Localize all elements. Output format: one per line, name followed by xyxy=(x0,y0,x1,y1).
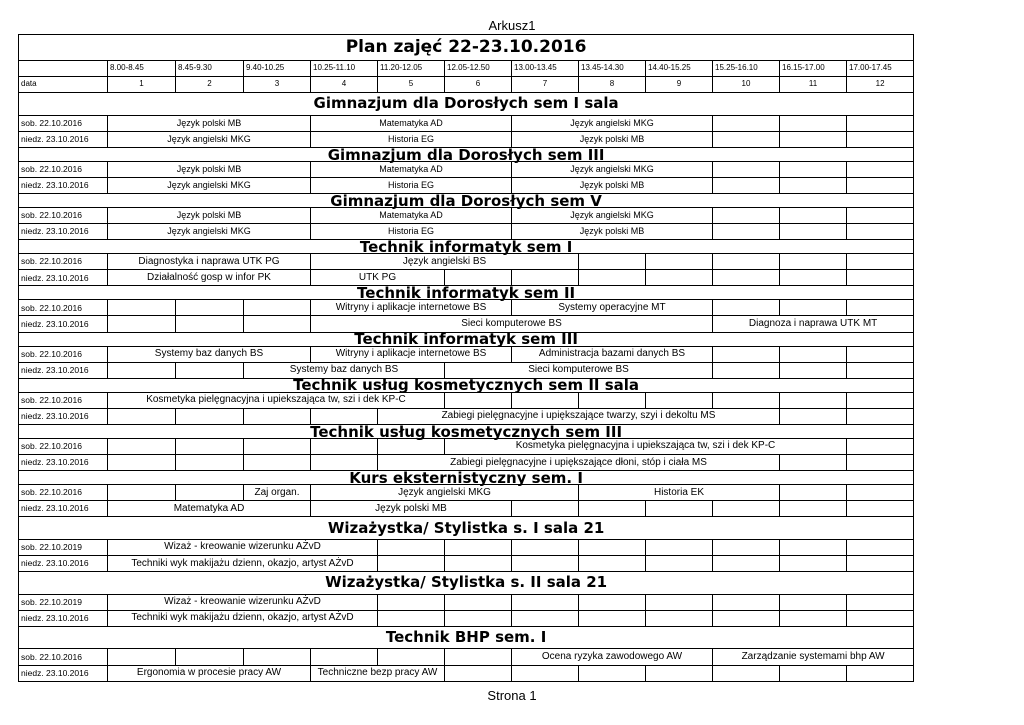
page-title: Plan zajęć 22-23.10.2016 xyxy=(19,35,914,61)
empty-cell xyxy=(646,501,713,517)
empty-cell xyxy=(780,392,847,408)
day-cell: niedz. 23.10.2016 xyxy=(19,316,108,332)
empty-cell xyxy=(244,438,311,454)
section-title: Technik informatyk sem I xyxy=(19,240,914,254)
empty-cell xyxy=(445,594,512,610)
empty-cell xyxy=(847,254,914,270)
class-cell: Zaj organ. xyxy=(244,485,311,501)
day-cell: sob. 22.10.2016 xyxy=(19,115,108,131)
empty-cell xyxy=(378,555,445,571)
empty-cell xyxy=(646,254,713,270)
day-cell: niedz. 23.10.2016 xyxy=(19,501,108,517)
empty-cell xyxy=(378,610,445,626)
schedule-row xyxy=(19,665,914,681)
day-cell: niedz. 23.10.2016 xyxy=(19,224,108,240)
empty-cell xyxy=(780,454,847,470)
class-cell: Historia EG xyxy=(311,131,512,147)
empty-cell xyxy=(713,610,780,626)
schedule-row xyxy=(19,485,914,501)
class-cell: Ocena ryzyka zawodowego AW xyxy=(512,649,713,665)
empty-cell xyxy=(176,454,244,470)
lesson-number: 4 xyxy=(311,76,378,92)
empty-cell xyxy=(579,594,646,610)
empty-cell xyxy=(847,539,914,555)
class-cell: Kosmetyka pielęgnacyjna i upiekszająca tw, szi i dek KP-C xyxy=(108,392,445,408)
empty-cell xyxy=(780,346,847,362)
class-cell: Język polski MB xyxy=(512,224,713,240)
schedule-row xyxy=(19,161,914,177)
section-header xyxy=(19,193,914,207)
empty-cell xyxy=(847,131,914,147)
schedule-row xyxy=(19,649,914,665)
section-title: Technik usług kosmetycznych sem II sala xyxy=(19,378,914,392)
empty-cell xyxy=(445,539,512,555)
schedule-row xyxy=(19,539,914,555)
empty-cell xyxy=(512,665,579,681)
section-title: Technik BHP sem. I xyxy=(19,626,914,649)
class-cell: Sieci komputerowe BS xyxy=(311,316,713,332)
empty-cell xyxy=(780,270,847,286)
class-cell: Wizaż - kreowanie wizerunku AŻvD xyxy=(108,539,378,555)
empty-cell xyxy=(512,555,579,571)
empty-cell xyxy=(108,316,176,332)
class-cell: Język angielski BS xyxy=(311,254,579,270)
empty-cell xyxy=(646,610,713,626)
empty-cell xyxy=(176,649,244,665)
lesson-number: 8 xyxy=(579,76,646,92)
empty-cell xyxy=(108,485,176,501)
empty-cell xyxy=(847,270,914,286)
empty-cell xyxy=(512,610,579,626)
empty-cell xyxy=(713,177,780,193)
empty-cell xyxy=(579,555,646,571)
class-cell: Kosmetyka pielęgnacyjna i upiekszająca tw, szi i dek KP-C xyxy=(445,438,847,454)
time-slot: 17.00-17.45 xyxy=(847,60,914,76)
empty-cell xyxy=(780,594,847,610)
class-cell: Język polski MB xyxy=(512,131,713,147)
time-slot: 12.05-12.50 xyxy=(445,60,512,76)
empty-cell xyxy=(579,610,646,626)
time-slot: 8.00-8.45 xyxy=(108,60,176,76)
empty-cell xyxy=(847,346,914,362)
section-header xyxy=(19,378,914,392)
schedule-table xyxy=(18,34,914,682)
empty-cell xyxy=(646,539,713,555)
time-slot: 11.20-12.05 xyxy=(378,60,445,76)
empty-cell xyxy=(847,408,914,424)
times-corner xyxy=(19,60,108,76)
class-cell: UTK PG xyxy=(311,270,445,286)
empty-cell xyxy=(378,649,445,665)
day-cell: niedz. 23.10.2016 xyxy=(19,270,108,286)
schedule-row xyxy=(19,131,914,147)
empty-cell xyxy=(176,408,244,424)
lesson-number: 1 xyxy=(108,76,176,92)
empty-cell xyxy=(646,594,713,610)
empty-cell xyxy=(244,454,311,470)
lesson-number: 5 xyxy=(378,76,445,92)
empty-cell xyxy=(847,115,914,131)
section-header xyxy=(19,147,914,161)
class-cell: Zabiegi pielęgnacyjne i upiększające twarzy, szyi i dekoltu MS xyxy=(378,408,780,424)
class-cell: Techniki wyk makijażu dzienn, okazjo, artyst AŻvD xyxy=(108,555,378,571)
schedule-row xyxy=(19,300,914,316)
time-slot: 14.40-15.25 xyxy=(646,60,713,76)
empty-cell xyxy=(176,362,244,378)
section-title: Gimnazjum dla Dorosłych sem V xyxy=(19,193,914,207)
class-cell: Język angielski MKG xyxy=(108,177,311,193)
empty-cell xyxy=(780,501,847,517)
empty-cell xyxy=(780,408,847,424)
empty-cell xyxy=(847,555,914,571)
section-title: Gimnazjum dla Dorosłych sem I sala xyxy=(19,93,914,116)
lesson-number: 6 xyxy=(445,76,512,92)
empty-cell xyxy=(512,539,579,555)
empty-cell xyxy=(311,649,378,665)
class-cell: Wizaż - kreowanie wizerunku AŻvD xyxy=(108,594,378,610)
empty-cell xyxy=(780,207,847,223)
empty-cell xyxy=(244,316,311,332)
empty-cell xyxy=(108,408,176,424)
class-cell: Historia EG xyxy=(311,177,512,193)
empty-cell xyxy=(713,346,780,362)
empty-cell xyxy=(847,594,914,610)
empty-cell xyxy=(512,594,579,610)
empty-cell xyxy=(847,161,914,177)
empty-cell xyxy=(713,161,780,177)
class-cell: Język polski MB xyxy=(108,161,311,177)
lesson-number: 12 xyxy=(847,76,914,92)
page-footer: Strona 1 xyxy=(487,688,537,703)
section-title: Wizażystka/ Stylistka s. I sala 21 xyxy=(19,517,914,540)
class-cell: Język polski MB xyxy=(311,501,512,517)
empty-cell xyxy=(579,501,646,517)
empty-cell xyxy=(579,254,646,270)
empty-cell xyxy=(108,454,176,470)
empty-cell xyxy=(780,224,847,240)
empty-cell xyxy=(780,610,847,626)
class-cell: Język polski MB xyxy=(108,115,311,131)
section-header xyxy=(19,240,914,254)
time-slot: 16.15-17.00 xyxy=(780,60,847,76)
schedule-row xyxy=(19,254,914,270)
empty-cell xyxy=(108,649,176,665)
day-cell: sob. 22.10.2016 xyxy=(19,485,108,501)
empty-cell xyxy=(713,501,780,517)
schedule-row xyxy=(19,207,914,223)
empty-cell xyxy=(713,392,780,408)
day-cell: sob. 22.10.2019 xyxy=(19,594,108,610)
lesson-number: 2 xyxy=(176,76,244,92)
empty-cell xyxy=(244,300,311,316)
section-header xyxy=(19,286,914,300)
section-title: Wizażystka/ Stylistka s. II sala 21 xyxy=(19,572,914,595)
title-row xyxy=(19,35,914,61)
day-cell: niedz. 23.10.2016 xyxy=(19,408,108,424)
empty-cell xyxy=(378,438,445,454)
section-header xyxy=(19,471,914,485)
class-cell: Historia EG xyxy=(311,224,512,240)
empty-cell xyxy=(780,300,847,316)
empty-cell xyxy=(445,610,512,626)
day-cell: sob. 22.10.2016 xyxy=(19,207,108,223)
empty-cell xyxy=(713,362,780,378)
section-header xyxy=(19,572,914,595)
section-header xyxy=(19,93,914,116)
empty-cell xyxy=(244,408,311,424)
class-cell: Diagnoza i naprawa UTK MT xyxy=(713,316,914,332)
lesson-number: 10 xyxy=(713,76,780,92)
empty-cell xyxy=(713,300,780,316)
class-cell: Język angielski MKG xyxy=(512,115,713,131)
empty-cell xyxy=(780,555,847,571)
empty-cell xyxy=(847,300,914,316)
empty-cell xyxy=(176,316,244,332)
empty-cell xyxy=(646,665,713,681)
lesson-number: 9 xyxy=(646,76,713,92)
lesson-number: 3 xyxy=(244,76,311,92)
empty-cell xyxy=(780,115,847,131)
class-cell: Język angielski MKG xyxy=(108,131,311,147)
empty-cell xyxy=(579,270,646,286)
class-cell: Techniki wyk makijażu dzienn, okazjo, artyst AŻvD xyxy=(108,610,378,626)
day-cell: niedz. 23.10.2016 xyxy=(19,362,108,378)
day-cell: sob. 22.10.2016 xyxy=(19,300,108,316)
class-cell: Systemy operacyjne MT xyxy=(512,300,713,316)
empty-cell xyxy=(780,485,847,501)
class-cell: Systemy baz danych BS xyxy=(108,346,311,362)
class-cell: Matematyka AD xyxy=(108,501,311,517)
empty-cell xyxy=(713,254,780,270)
empty-cell xyxy=(176,485,244,501)
empty-cell xyxy=(713,270,780,286)
empty-cell xyxy=(713,207,780,223)
schedule-row xyxy=(19,610,914,626)
class-cell: Język angielski MKG xyxy=(512,207,713,223)
empty-cell xyxy=(512,501,579,517)
class-cell: Techniczne bezp pracy AW xyxy=(311,665,445,681)
class-cell: Ergonomia w procesie pracy AW xyxy=(108,665,311,681)
schedule-row xyxy=(19,555,914,571)
time-slot: 15.25-16.10 xyxy=(713,60,780,76)
empty-cell xyxy=(579,665,646,681)
time-slot: 9.40-10.25 xyxy=(244,60,311,76)
class-cell: Sieci komputerowe BS xyxy=(445,362,713,378)
empty-cell xyxy=(847,392,914,408)
empty-cell xyxy=(713,555,780,571)
day-cell: sob. 22.10.2016 xyxy=(19,438,108,454)
schedule-row xyxy=(19,438,914,454)
numbers-row xyxy=(19,76,914,92)
empty-cell xyxy=(780,665,847,681)
empty-cell xyxy=(579,539,646,555)
schedule-row xyxy=(19,594,914,610)
sheet-name: Arkusz1 xyxy=(488,18,536,33)
schedule-row xyxy=(19,392,914,408)
day-cell: sob. 22.10.2016 xyxy=(19,392,108,408)
class-cell: Administracja bazami danych BS xyxy=(512,346,713,362)
empty-cell xyxy=(378,594,445,610)
empty-cell xyxy=(847,454,914,470)
class-cell: Diagnostyka i naprawa UTK PG xyxy=(108,254,311,270)
empty-cell xyxy=(176,300,244,316)
class-cell: Język angielski MKG xyxy=(108,224,311,240)
class-cell: Matematyka AD xyxy=(311,161,512,177)
empty-cell xyxy=(713,594,780,610)
empty-cell xyxy=(713,224,780,240)
empty-cell xyxy=(847,610,914,626)
day-cell: niedz. 23.10.2016 xyxy=(19,555,108,571)
day-cell: niedz. 23.10.2016 xyxy=(19,131,108,147)
empty-cell xyxy=(646,270,713,286)
class-cell: Matematyka AD xyxy=(311,115,512,131)
class-cell: Język polski MB xyxy=(108,207,311,223)
section-title: Kurs eksternistyczny sem. I xyxy=(19,471,914,485)
empty-cell xyxy=(713,539,780,555)
section-header xyxy=(19,517,914,540)
day-cell: niedz. 23.10.2016 xyxy=(19,177,108,193)
empty-cell xyxy=(646,555,713,571)
empty-cell xyxy=(445,392,512,408)
day-cell: sob. 22.10.2016 xyxy=(19,649,108,665)
empty-cell xyxy=(847,501,914,517)
empty-cell xyxy=(445,555,512,571)
empty-cell xyxy=(108,300,176,316)
day-cell: sob. 22.10.2016 xyxy=(19,161,108,177)
empty-cell xyxy=(311,438,378,454)
section-header xyxy=(19,332,914,346)
empty-cell xyxy=(445,649,512,665)
section-title: Technik informatyk sem II xyxy=(19,286,914,300)
empty-cell xyxy=(847,224,914,240)
class-cell: Język angielski MKG xyxy=(311,485,579,501)
empty-cell xyxy=(780,362,847,378)
class-cell: Język angielski MKG xyxy=(512,161,713,177)
empty-cell xyxy=(512,392,579,408)
times-row xyxy=(19,60,914,76)
class-cell: Systemy baz danych BS xyxy=(244,362,445,378)
empty-cell xyxy=(311,408,378,424)
day-cell: sob. 22.10.2019 xyxy=(19,539,108,555)
empty-cell xyxy=(780,254,847,270)
schedule-row xyxy=(19,115,914,131)
empty-cell xyxy=(646,392,713,408)
schedule-row xyxy=(19,346,914,362)
empty-cell xyxy=(780,131,847,147)
class-cell: Zabiegi pielęgnacyjne i upiększające dłoni, stóp i ciała MS xyxy=(378,454,780,470)
day-cell: niedz. 23.10.2016 xyxy=(19,665,108,681)
lesson-number: 7 xyxy=(512,76,579,92)
empty-cell xyxy=(176,438,244,454)
day-cell: niedz. 23.10.2016 xyxy=(19,610,108,626)
time-slot: 8.45-9.30 xyxy=(176,60,244,76)
section-title: Technik informatyk sem III xyxy=(19,332,914,346)
section-title: Technik usług kosmetycznych sem III xyxy=(19,424,914,438)
class-cell: Witryny i aplikacje internetowe BS xyxy=(311,346,512,362)
empty-cell xyxy=(847,485,914,501)
class-cell: Język polski MB xyxy=(512,177,713,193)
empty-cell xyxy=(579,392,646,408)
numbers-label: data xyxy=(19,76,108,92)
empty-cell xyxy=(445,665,512,681)
empty-cell xyxy=(780,177,847,193)
empty-cell xyxy=(713,115,780,131)
empty-cell xyxy=(108,438,176,454)
empty-cell xyxy=(847,177,914,193)
empty-cell xyxy=(244,649,311,665)
empty-cell xyxy=(713,665,780,681)
empty-cell xyxy=(108,362,176,378)
time-slot: 13.00-13.45 xyxy=(512,60,579,76)
day-cell: niedz. 23.10.2016 xyxy=(19,454,108,470)
empty-cell xyxy=(847,665,914,681)
section-header xyxy=(19,626,914,649)
section-title: Gimnazjum dla Dorosłych sem III xyxy=(19,147,914,161)
class-cell: Matematyka AD xyxy=(311,207,512,223)
class-cell: Witryny i aplikacje internetowe BS xyxy=(311,300,512,316)
day-cell: sob. 22.10.2016 xyxy=(19,254,108,270)
class-cell: Historia EK xyxy=(579,485,780,501)
empty-cell xyxy=(713,131,780,147)
empty-cell xyxy=(780,161,847,177)
time-slot: 13.45-14.30 xyxy=(579,60,646,76)
day-cell: sob. 22.10.2016 xyxy=(19,346,108,362)
empty-cell xyxy=(780,539,847,555)
schedule-row xyxy=(19,408,914,424)
empty-cell xyxy=(378,539,445,555)
empty-cell xyxy=(847,207,914,223)
schedule-row xyxy=(19,501,914,517)
lesson-number: 11 xyxy=(780,76,847,92)
class-cell: Działalność gosp w infor PK xyxy=(108,270,311,286)
time-slot: 10.25-11.10 xyxy=(311,60,378,76)
empty-cell xyxy=(847,438,914,454)
empty-cell xyxy=(847,362,914,378)
section-header xyxy=(19,424,914,438)
class-cell: Zarządzanie systemami bhp AW xyxy=(713,649,914,665)
